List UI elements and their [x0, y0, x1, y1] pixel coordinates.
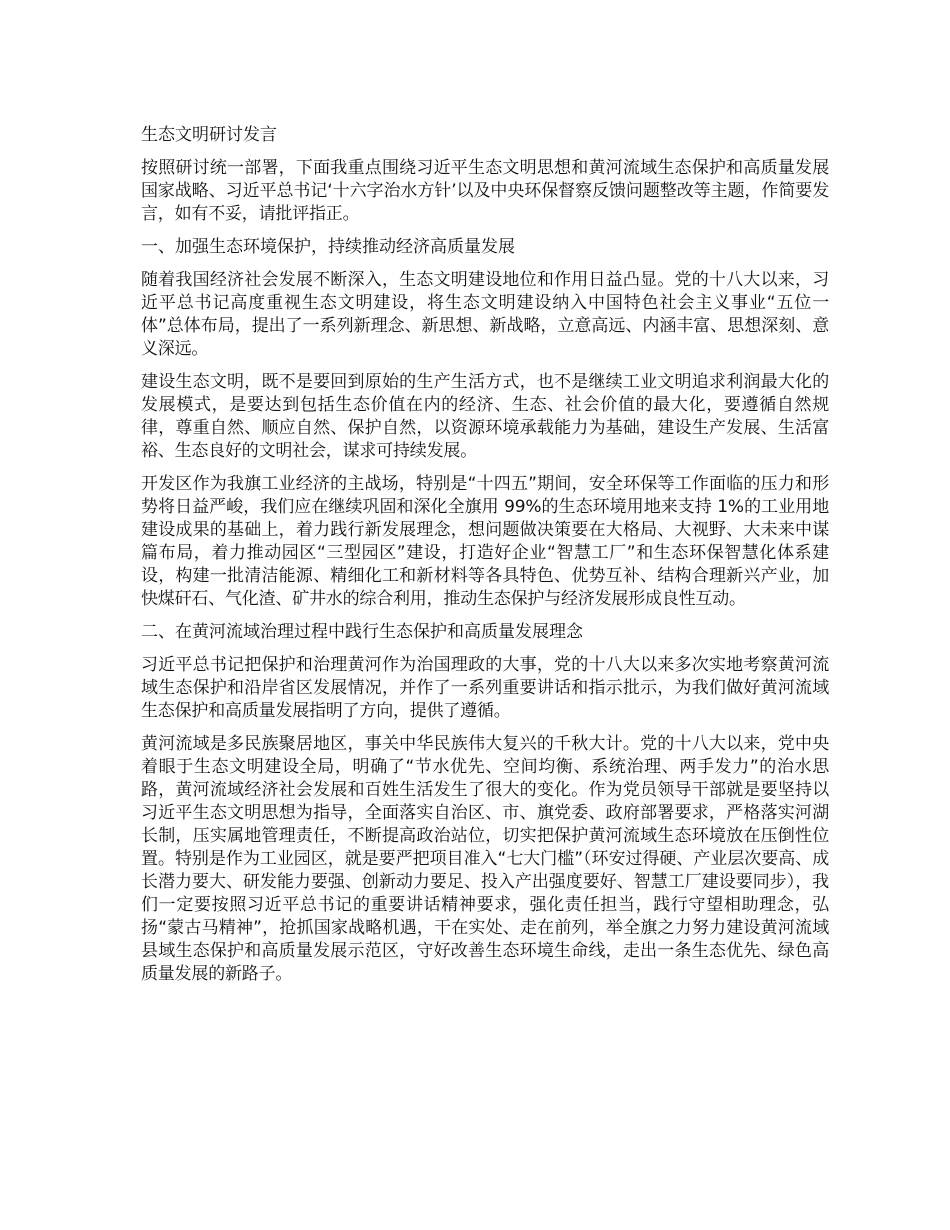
document-title: 生态文明研讨发言 [141, 125, 277, 145]
section-heading-1: 一、加强生态环境保护，持续推动经济高质量发展 [141, 237, 515, 257]
intro-paragraph: 按照研讨统一部署，下面我重点围绕习近平生态文明思想和黄河流域生态保护和高质量发展国家战略、习近平总书记‘十六字治水方针’以及中央环保督察反馈问题整改等主题，作简要发言，如有不妥，请批评指正。 [141, 158, 829, 224]
paragraph: 随着我国经济社会发展不断深入，生态文明建设地位和作用日益凸显。党的十八大以来，习近平总书记高度重视生态文明建设，将生态文明建设纳入中国特色社会主义事业“五位一体”总体布局，提出了一系列新理念、新思想、新战略，立意高远、内涵丰富、思想深刻、意义深远。 [141, 270, 829, 359]
section-heading-2: 二、在黄河流域治理过程中践行生态保护和高质量发展理念 [141, 622, 583, 642]
paragraph: 习近平总书记把保护和治理黄河作为治国理政的大事，党的十八大以来多次实地考察黄河流域生态保护和沿岸省区发展情况，并作了一系列重要讲话和指示批示，为我们做好黄河流域生态保护和高质量发展指明了方向，提供了遵循。 [141, 655, 829, 721]
document-page [141, 124, 829, 996]
paragraph: 开发区作为我旗工业经济的主战场，特别是“十四五”期间，安全环保等工作面临的压力和形势将日益严峻，我们应在继续巩固和深化全旗用 99%的生态环境用地来支持 1%的工业用地建设成果的基础上，着力践行新发展理念，想问题做决策要在大格局、大视野、大未来中谋篇布局，着力推动园区“三型园区”建设，打造好企业“智慧工厂”和生态环保智慧化体系建设，构建一批清洁能源、精细化工和新材料等各具特色、优势互补、结构合理新兴产业，加快煤矸石、气化渣、矿井水的综合利用，推动生态保护与经济发展形成良性互动。 [141, 474, 829, 609]
paragraph: 建设生态文明，既不是要回到原始的生产生活方式，也不是继续工业文明追求利润最大化的发展模式，是要达到包括生态价值在内的经济、生态、社会价值的最大化，要遵循自然规律，尊重自然、顺应自然、保护自然，以资源环境承载能力为基础，建设生产发展、生活富裕、生态良好的文明社会，谋求可持续发展。 [141, 372, 829, 461]
paragraph: 黄河流域是多民族聚居地区，事关中华民族伟大复兴的千秋大计。党的十八大以来，党中央着眼于生态文明建设全局，明确了“节水优先、空间均衡、系统治理、两手发力”的治水思路，黄河流域经济社会发展和百姓生活发生了很大的变化。作为党员领导干部就是要坚持以习近平生态文明思想为指导，全面落实自治区、市、旗党委、政府部署要求，严格落实河湖长制，压实属地管理责任，不断提高政治站位，切实把保护黄河流域生态环境放在压倒性位置。特别是作为工业园区，就是要严把项目准入“七大门槛”（环安过得硬、产业层次要高、成长潜力要大、研发能力要强、创新动力要足、投入产出强度要好、智慧工厂建设要同步），我们一定要按照习近平总书记的重要讲话精神要求，强化责任担当，践行守望相助理念，弘扬“蒙古马精神”，抢抓国家战略机遇，干在实处、走在前列，举全旗之力努力建设黄河流域县域生态保护和高质量发展示范区，守好改善生态环境生命线，走出一条生态优先、绿色高质量发展的新路子。 [141, 734, 829, 984]
